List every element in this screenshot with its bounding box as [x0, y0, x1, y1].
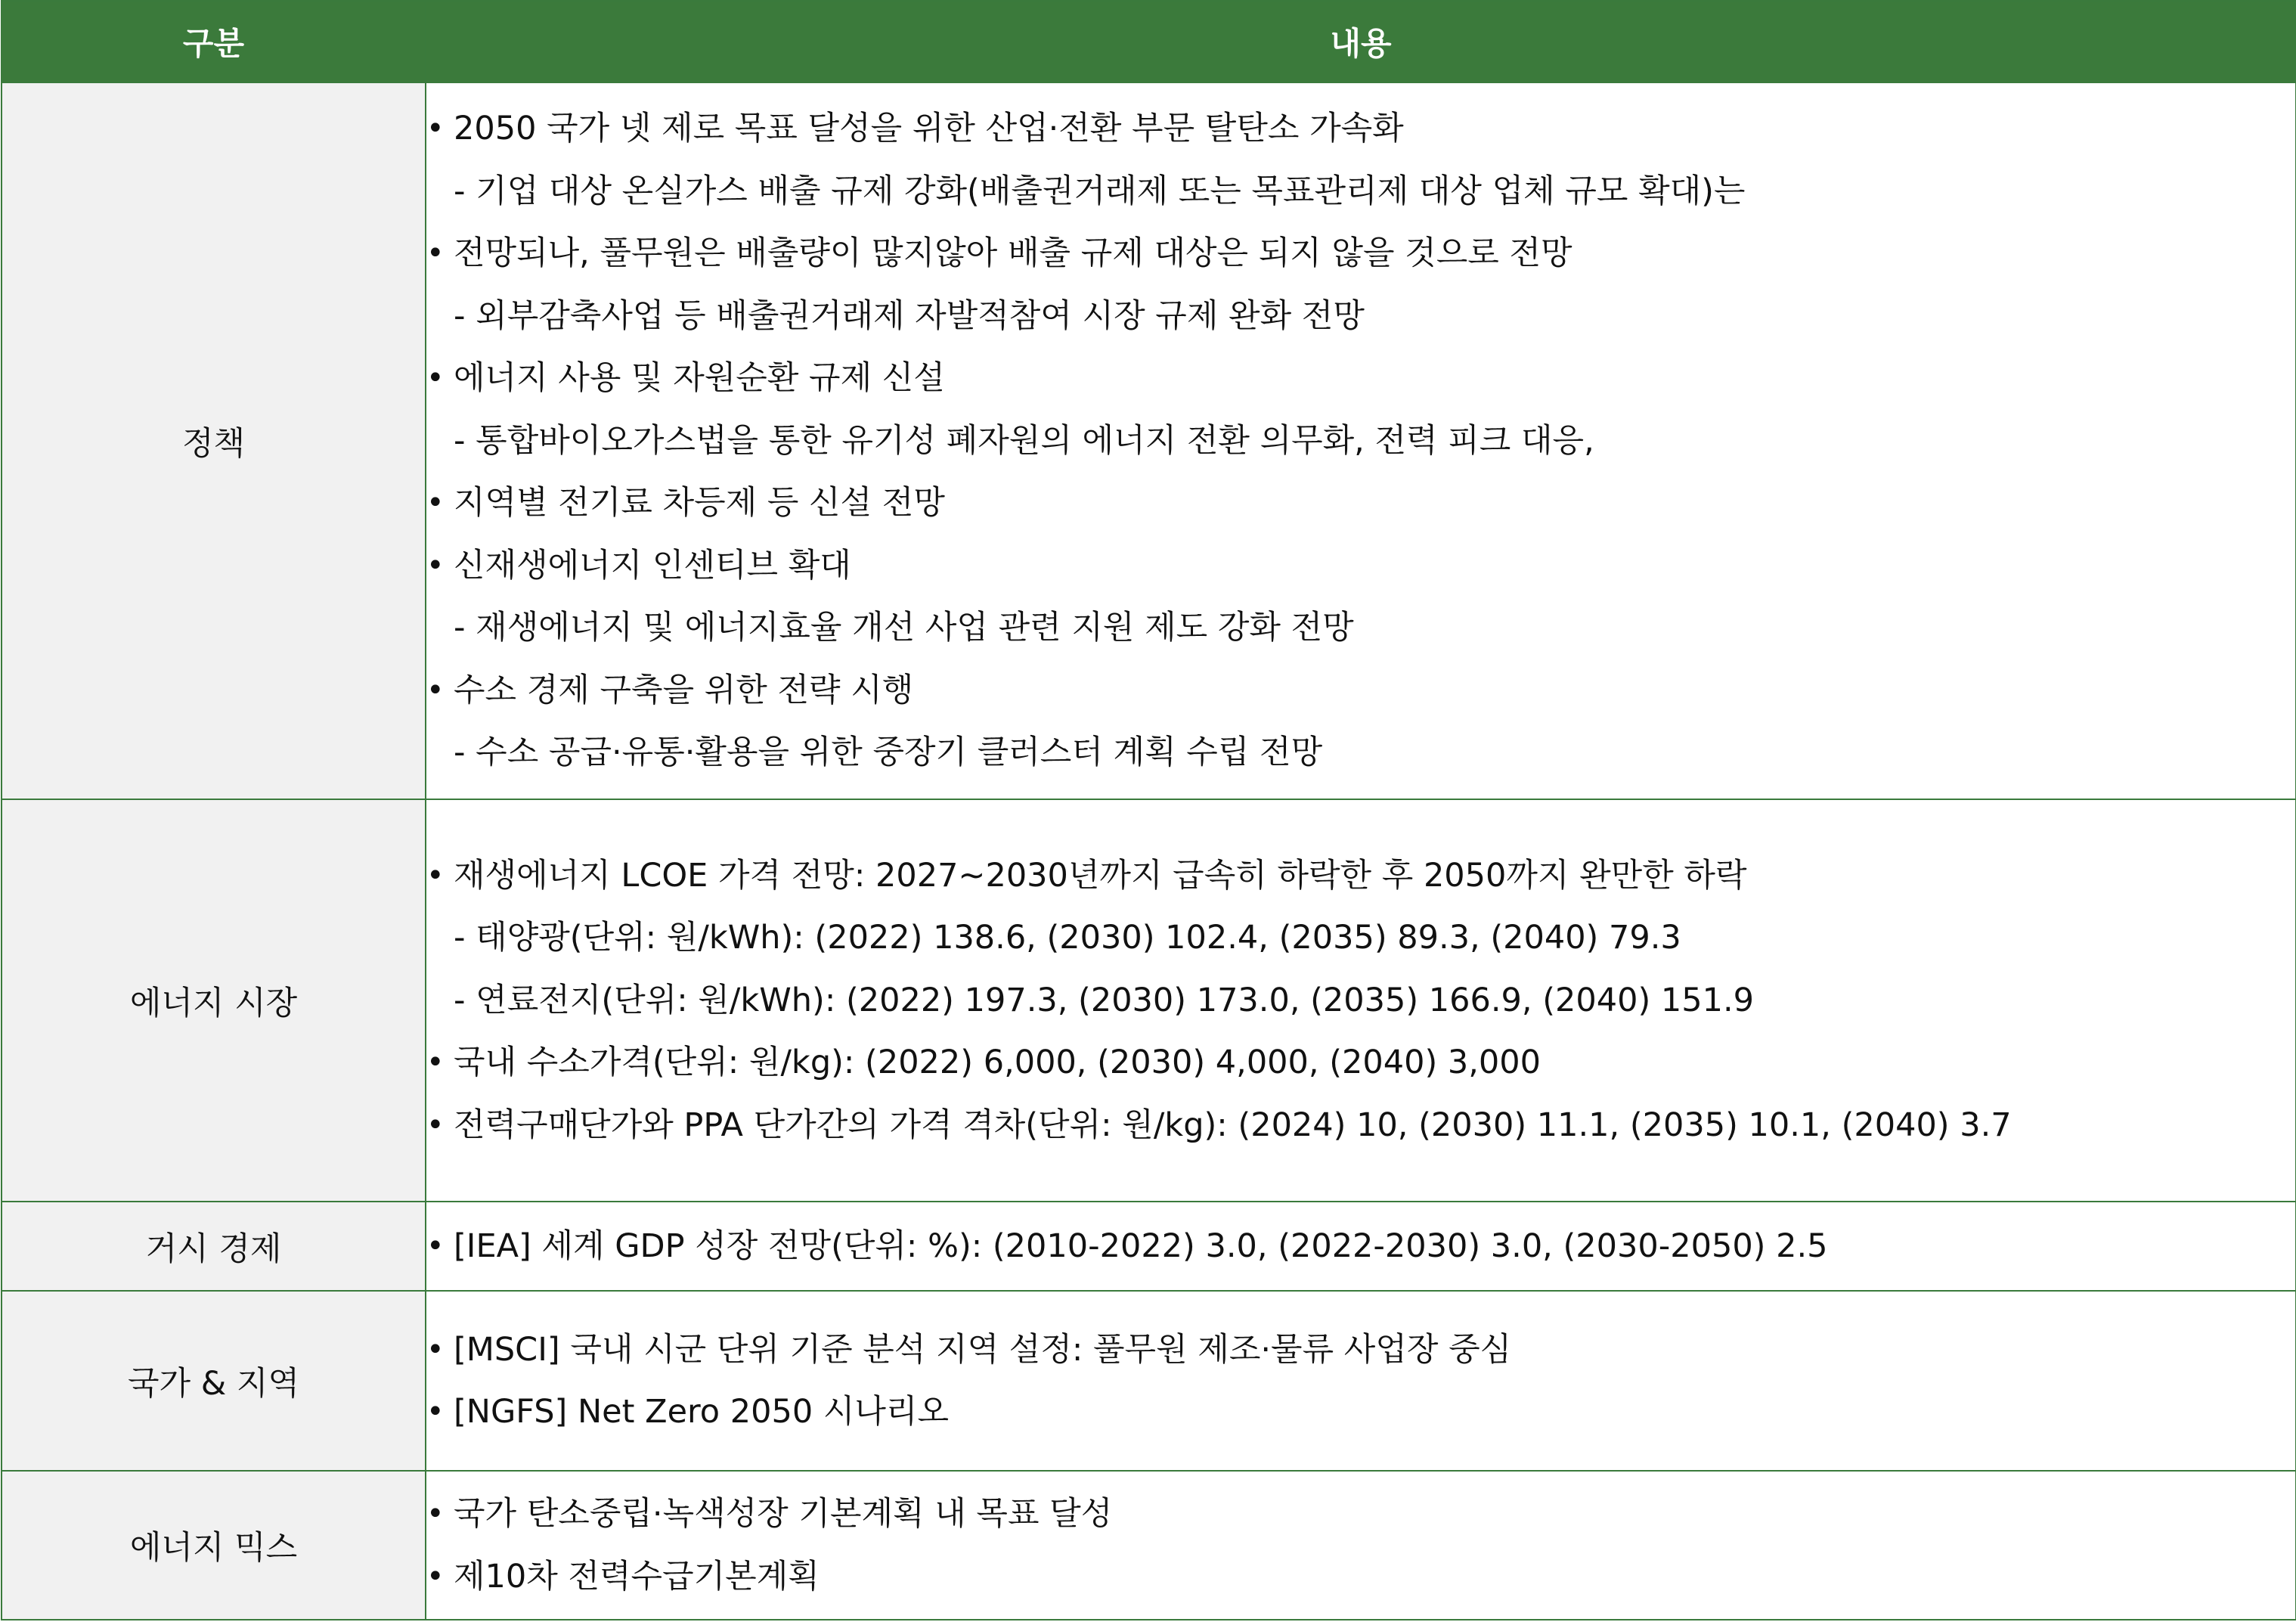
bullet-icon: •: [426, 1558, 445, 1594]
category-cell: 정책: [2, 82, 426, 799]
category-cell: 에너지 시장: [2, 799, 426, 1202]
content-cell: [426, 1291, 2296, 1471]
bullet-line: [426, 222, 2295, 285]
sub-line: [426, 907, 2295, 969]
sub-line: [426, 410, 2295, 473]
bullet-line: [426, 347, 2295, 410]
bullet-line: [426, 845, 2295, 907]
line-text: - 외부감축사업 등 배출권거래제 자발적참여 시장 규제 완화 전망: [454, 296, 1365, 335]
header-content: 내용: [426, 1, 2296, 82]
header-category: 구분: [2, 1, 426, 82]
bullet-icon: •: [426, 858, 445, 893]
bullet-line: [426, 1031, 2295, 1094]
line-text: - 수소 공급·유통·활용을 위한 중장기 클러스터 계획 수립 전망: [454, 733, 1323, 772]
line-text: 신재생에너지 인센티브 확대: [454, 546, 851, 585]
table-row-macro-economy: [2, 1202, 2296, 1291]
sub-line: [426, 160, 2295, 223]
category-cell: 에너지 믹스: [2, 1471, 426, 1620]
line-text: 전력구매단가와 PPA 단가간의 가격 격차(단위: 원/kg): (2024) 10, (2030) 11.1, (2035) 10.1, (2040) 3.7: [454, 1106, 2012, 1144]
bullet-line: [426, 1215, 2295, 1278]
bullet-icon: •: [426, 1394, 445, 1429]
sub-line: [426, 969, 2295, 1032]
line-text: [NGFS] Net Zero 2050 시나리오: [454, 1393, 950, 1431]
table-row-energy-mix: [2, 1471, 2296, 1620]
bullet-icon: •: [426, 1107, 445, 1143]
line-text: 2050 국가 넷 제로 목표 달성을 위한 산업·전환 부문 탈탄소 가속화: [454, 110, 1404, 148]
line-text: 전망되나, 풀무원은 배출량이 많지않아 배출 규제 대상은 되지 않을 것으로 전망: [454, 234, 1572, 273]
bullet-icon: •: [426, 1045, 445, 1081]
sub-line: [426, 285, 2295, 348]
header-row: [2, 1, 2296, 82]
line-text: 에너지 사용 및 자원순환 규제 신설: [454, 359, 945, 398]
bullet-line: [426, 535, 2295, 597]
content-cell: [426, 82, 2296, 799]
line-text: - 재생에너지 및 에너지효율 개선 사업 관련 지원 제도 강화 전망: [454, 609, 1354, 647]
table-row-energy-market: [2, 799, 2296, 1202]
line-text: 수소 경제 구축을 위한 전략 시행: [454, 671, 914, 709]
category-cell: 거시 경제: [2, 1202, 426, 1291]
bullet-line: [426, 659, 2295, 722]
content-cell: [426, 1202, 2296, 1291]
bullet-line: [426, 1483, 2295, 1546]
table-row-country-region: [2, 1291, 2296, 1471]
sub-line: [426, 597, 2295, 659]
line-text: 지역별 전기료 차등제 등 신설 전망: [454, 484, 945, 523]
bullet-icon: •: [426, 236, 445, 271]
bullet-icon: •: [426, 1228, 445, 1264]
line-text: 제10차 전력수급기본계획: [454, 1557, 820, 1596]
line-text: - 기업 대상 온실가스 배출 규제 강화(배출권거래제 또는 목표관리제 대상 업체 규모 확대)는: [454, 172, 1746, 210]
line-text: 재생에너지 LCOE 가격 전망: 2027~2030년까지 급속히 하락한 후 2050까지 완만한 하락: [454, 856, 1747, 895]
bullet-line: [426, 472, 2295, 535]
bullet-line: [426, 1546, 2295, 1608]
line-text: - 태양광(단위: 원/kWh): (2022) 138.6, (2030) 102.4, (2035) 89.3, (2040) 79.3: [454, 919, 1681, 957]
bullet-icon: •: [426, 485, 445, 521]
content-cell: [426, 1471, 2296, 1620]
line-text: 국내 수소가격(단위: 원/kg): (2022) 6,000, (2030) 4,000, (2040) 3,000: [454, 1044, 1541, 1082]
bullet-line: [426, 1319, 2295, 1382]
bullet-line: [426, 1094, 2295, 1157]
content-cell: [426, 799, 2296, 1202]
bullet-icon: •: [426, 361, 445, 396]
bullet-icon: •: [426, 1496, 445, 1531]
bullet-line: [426, 98, 2295, 160]
line-text: - 연료전지(단위: 원/kWh): (2022) 197.3, (2030) 173.0, (2035) 166.9, (2040) 151.9: [454, 981, 1754, 1019]
table-row-policy: [2, 82, 2296, 799]
scenario-table: [1, 0, 2296, 1620]
line-text: [IEA] 세계 GDP 성장 전망(단위: %): (2010-2022) 3.0, (2022-2030) 3.0, (2030-2050) 2.5: [454, 1227, 1828, 1265]
line-text: [MSCI] 국내 시군 단위 기준 분석 지역 설정: 풀무원 제조·물류 사업장 중심: [454, 1330, 1512, 1369]
category-cell: 국가 & 지역: [2, 1291, 426, 1471]
sub-line: [426, 721, 2295, 784]
bullet-icon: •: [426, 547, 445, 583]
line-text: - 통합바이오가스법을 통한 유기성 폐자원의 에너지 전환 의무화, 전력 피크 대응,: [454, 421, 1594, 460]
bullet-line: [426, 1381, 2295, 1444]
bullet-icon: •: [426, 111, 445, 147]
bullet-icon: •: [426, 1332, 445, 1367]
bullet-icon: •: [426, 672, 445, 708]
line-text: 국가 탄소중립·녹색성장 기본계획 내 목표 달성: [454, 1495, 1113, 1533]
